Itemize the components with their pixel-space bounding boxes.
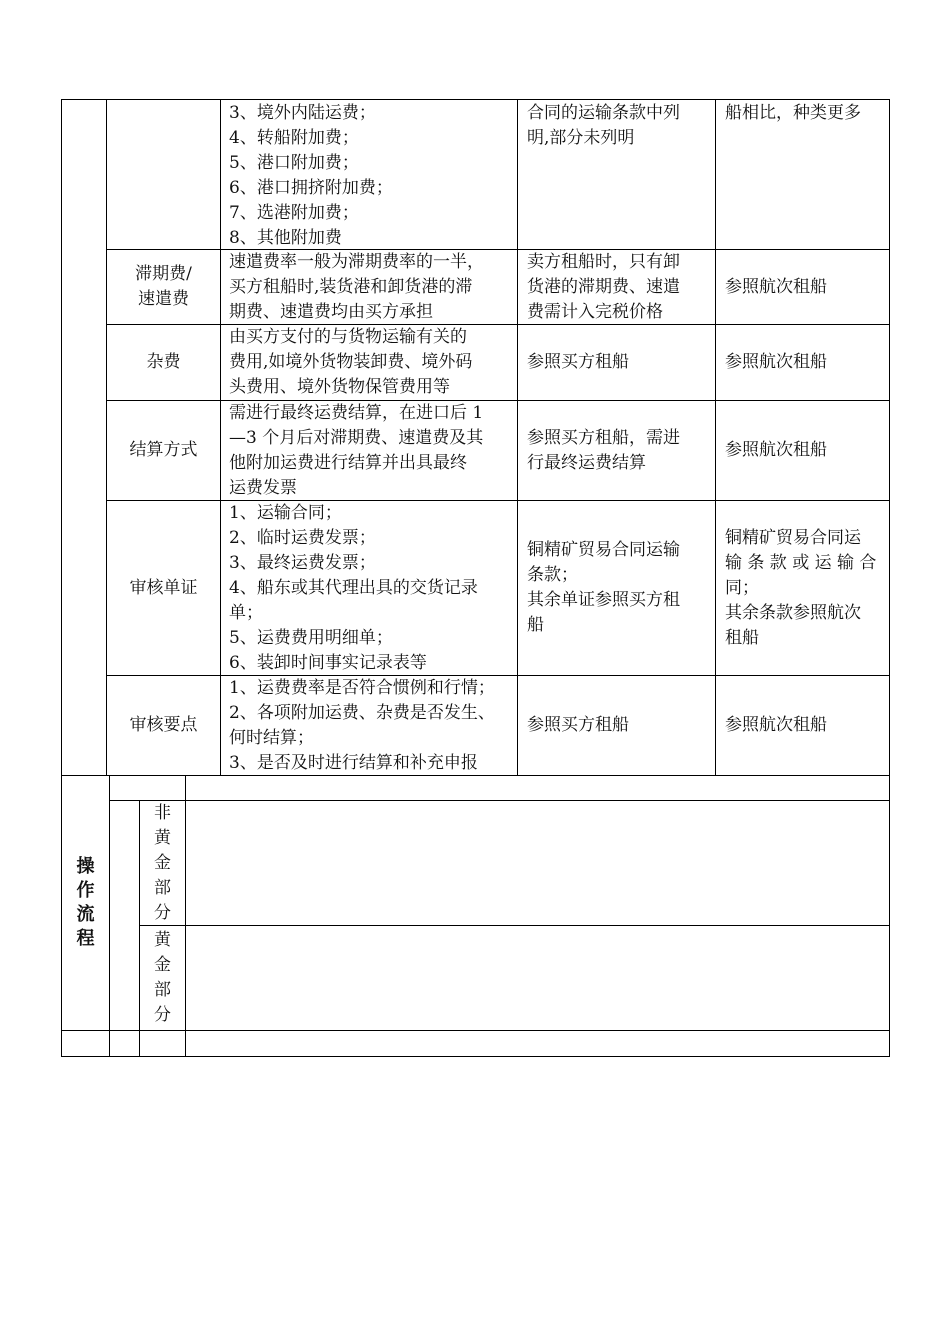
row-5-voyage-note: 铜精矿贸易合同运 输 条 款 或 运 输 合 同； 其余条款参照航次 租船 xyxy=(725,527,877,648)
gold-section-label: 黄 金 部 分 xyxy=(154,930,171,1025)
row-4-voyage-note: 参照航次租船 xyxy=(725,440,827,460)
row-4-description: 需进行最终运费结算，在进口后 1 —3 个月后对滞期费、速遣费及其 他附加运费进行结算并出具最终 运费发票 xyxy=(229,403,484,498)
non-gold-content-area xyxy=(186,801,889,925)
row-1-surcharge-list: 3、境外内陆运费； 4、转船附加费； 5、港口附加费； 6、港口拥挤附加费； 7、选港附加费； 8、其他附加费 xyxy=(229,103,393,248)
row-1-seller-note: 合同的运输条款中列 明,部分未列明 xyxy=(527,103,680,148)
operation-process-title: 操 作 流 程 xyxy=(76,856,95,949)
row-5-document-list: 1、运输合同； 2、临时运费发票； 3、最终运费发票； 4、船东或其代理出具的交货记录 单； 5、运费费用明细单； 6、装卸时间事实记录表等 xyxy=(229,503,478,673)
row-2-description: 速遣费率一般为滞期费率的一半， 买方租船时,装货港和卸货港的滞 期费、速遣费均由买方承担 xyxy=(229,252,484,322)
row-label-audit-points: 审核要点 xyxy=(129,715,198,735)
row-label-audit-documents: 审核单证 xyxy=(129,577,198,598)
non-gold-section-label: 非 黄 金 部 分 xyxy=(154,803,171,923)
grid-line xyxy=(517,99,518,776)
row-6-voyage-note: 参照航次租船 xyxy=(725,715,827,735)
row-label-demurrage: 滞期费/ 速遣费 xyxy=(135,264,192,309)
row-2-voyage-note: 参照航次租船 xyxy=(725,276,827,297)
grid-line xyxy=(109,775,110,1057)
row-1-voyage-note: 船相比，种类更多 xyxy=(725,103,861,123)
row-2-seller-note: 卖方租船时，只有卸 货港的滞期费、速遣 费需计入完税价格 xyxy=(527,252,680,322)
grid-line xyxy=(889,99,890,1057)
row-4-seller-note: 参照买方租船，需进 行最终运费结算 xyxy=(527,427,680,473)
row-6-seller-note: 参照买方租船 xyxy=(527,715,629,735)
row-3-description: 由买方支付的与货物运输有关的 费用,如境外货物装卸费、境外码 头费用、境外货物保管费用等 xyxy=(229,327,473,397)
grid-line xyxy=(61,99,890,100)
grid-line xyxy=(715,99,716,776)
grid-line xyxy=(220,99,221,776)
row-3-voyage-note: 参照航次租船 xyxy=(725,352,827,372)
row-6-audit-points-list: 1、运费费率是否符合惯例和行情； 2、各项附加运费、杂费是否发生、 何时结算； 3、是否及时进行结算和补充申报 xyxy=(229,678,495,773)
row-label-misc-fees: 杂费 xyxy=(146,352,181,372)
row-label-settlement: 结算方式 xyxy=(129,440,198,460)
row-5-seller-note: 铜精矿贸易合同运输 条款； 其余单证参照买方租 船 xyxy=(527,540,680,635)
gold-content-area xyxy=(186,926,889,1030)
row-3-seller-note: 参照买方租船 xyxy=(527,352,629,372)
